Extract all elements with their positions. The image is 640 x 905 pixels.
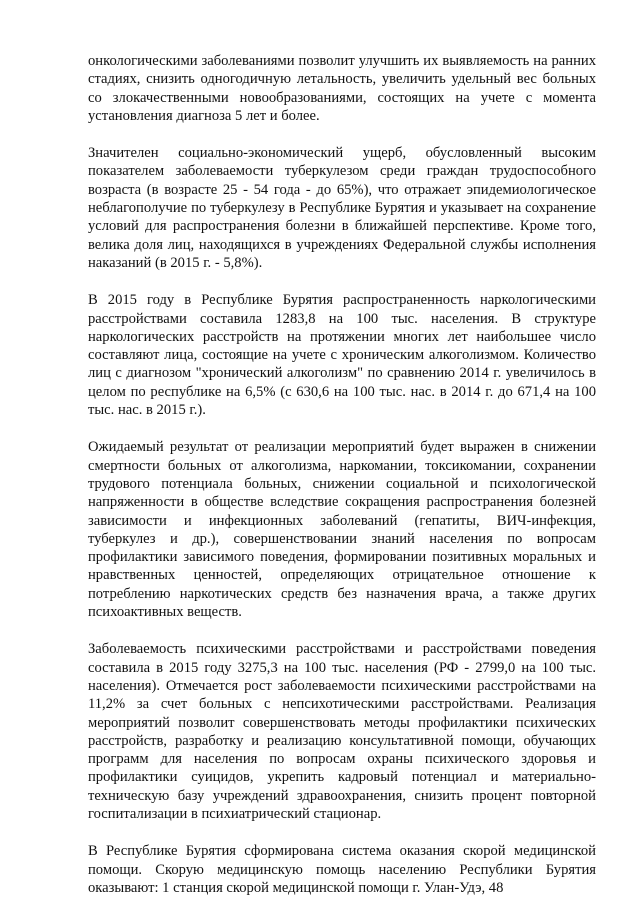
- paragraph-narcology: В 2015 году в Республике Бурятия распространенность наркологическими расстройствами составила 1283,8 на 100 тыс. населения. В структуре наркологических расстройств на протяжении многих лет наибольшее число составляют лица, состоящие на учете с хроническим алкоголизмом. Количество лиц с диагнозом "хронический алкоголизм" по сравнению 2014 г. увеличилось в целом по республике на 6,5% (с 630,6 на 100 тыс. нас. в 2014 г. до 671,4 на 100 тыс. нас. в 2015 г.).: [88, 292, 596, 419]
- paragraph-tuberculosis: Значителен социально-экономический ущерб, обусловленный высоким показателем заболеваемости туберкулезом среди граждан трудоспособного возраста (в возрасте 25 - 54 года - до 65%), что отражает эпидемиологическое неблагополучие по туберкулезу в Республике Бурятия и указывает на сохранение условий для распространения болезни в ближайшей перспективе. Кроме того, велика доля лиц, находящихся в учреждениях Федеральной службы исполнения наказаний (в 2015 г. - 5,8%).: [88, 145, 596, 271]
- document-page: [88, 52, 596, 897]
- paragraph-mental-disorders: Заболеваемость психическими расстройствами и расстройствами поведения составила в 2015 году 3275,3 на 100 тыс. населения (РФ - 2799,0 на 100 тыс. населения). Отмечается рост заболеваемости психическими расстройствами на 11,2% за счет больных с непсихотическими расстройствами. Реализация мероприятий позволит совершенствовать методы профилактики психических расстройств, разработку и реализацию консультативной помощи, обучающих программ для населения по вопросам охраны психического здоровья и профилактики суицидов, укрепить кадровый потенциал и материально-техническую базу учреждений здравоохранения, снизить процент повторной госпитализации в психиатрический стационар.: [88, 641, 596, 822]
- paragraph-oncology: онкологическими заболеваниями позволит улучшить их выявляемость на ранних стадиях, снизить одногодичную летальность, увеличить удельный вес больных со злокачественными новообразованиями, состоящих на учете с момента установления диагноза 5 лет и более.: [88, 53, 596, 124]
- paragraph-expected-result: Ожидаемый результат от реализации мероприятий будет выражен в снижении смертности больных от алкоголизма, наркомании, токсикомании, сохранении трудового потенциала больных, снижении социальной и психологической напряженности в обществе вследствие сокращения распространения болезней зависимости и инфекционных заболеваний (гепатиты, ВИЧ-инфекция, туберкулез и др.), совершенствовании знаний населения по вопросам профилактики зависимого поведения, формировании позитивных моральных и нравственных ценностей, определяющих отрицательное отношение к потреблению наркотических средств без назначения врача, а также других психоактивных веществ.: [88, 439, 596, 621]
- paragraph-emergency-care: В Республике Бурятия сформирована система оказания скорой медицинской помощи. Скорую медицинскую помощь населению Республики Бурятия оказывают: 1 станция скорой медицинской помощи г. Улан-Удэ, 48: [88, 843, 596, 896]
